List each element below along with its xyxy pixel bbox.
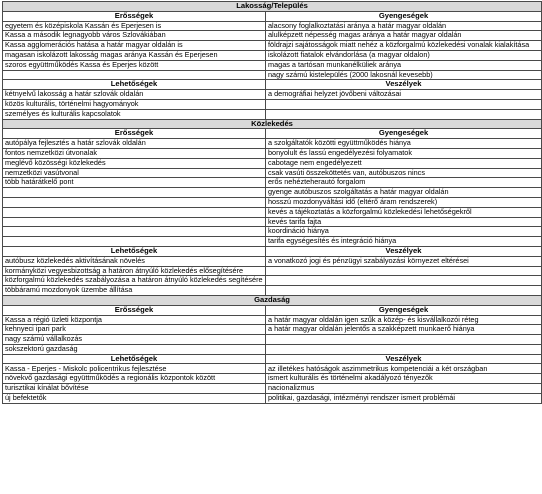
right-cell: kevés tarifa fajta (266, 217, 542, 227)
right-column-header: Veszélyek (266, 354, 542, 364)
left-cell: kétnyelvű lakosság a határ szlovák oldalán (3, 90, 266, 100)
left-cell (3, 188, 266, 198)
section-title: Gazdaság (3, 295, 542, 305)
table-row (3, 197, 542, 207)
table-row (3, 227, 542, 237)
table-row (3, 178, 542, 188)
right-cell: tarifa egységesítés és integráció hiánya (266, 237, 542, 247)
left-cell (3, 237, 266, 247)
left-cell: szoros együttműködés Kassa és Eperjes között (3, 60, 266, 70)
left-column-header: Lehetőségek (3, 246, 266, 256)
table-row (3, 50, 542, 60)
right-cell: bonyolult és lassú engedélyezési folyamatok (266, 148, 542, 158)
table-row (3, 237, 542, 247)
table-row (3, 90, 542, 100)
left-cell: magasan iskolázott lakosság magas aránya Kassán és Eperjesen (3, 50, 266, 60)
left-cell: autóbusz közlekedés aktivításának növelés (3, 256, 266, 266)
table-row (3, 364, 542, 374)
table-row (3, 31, 542, 41)
table-row (3, 286, 542, 296)
right-cell: politikai, gazdasági, intézményi rendszer ismert problémái (266, 393, 542, 403)
left-cell: kormányközi vegyesbizottság a határon átnyúló közlekedés elősegítésére (3, 266, 266, 276)
left-column-header: Erősségek (3, 129, 266, 139)
table-row (3, 344, 542, 354)
left-cell: Kassa a második legnagyobb város Szlovákiában (3, 31, 266, 41)
table-row (3, 374, 542, 384)
left-cell: növekvő gazdasági együttműködés a regionális központok között (3, 374, 266, 384)
table-row (3, 60, 542, 70)
right-column-header: Veszélyek (266, 246, 542, 256)
right-column-header: Veszélyek (266, 80, 542, 90)
right-cell: alacsony foglalkoztatási aránya a határ magyar oldalán (266, 21, 542, 31)
right-cell: erős nehézteherautó forgalom (266, 178, 542, 188)
left-cell: közforgalmú közlekedés szabályozása a határon átnyúló közlekedés segítésére (3, 276, 266, 286)
left-column-header: Erősségek (3, 11, 266, 21)
right-cell: iskolázott fiatalok elvándorlása (a magyar oldalon) (266, 50, 542, 60)
table-row (3, 41, 542, 51)
left-cell: Kassa a régió üzleti központja (3, 315, 266, 325)
right-cell (266, 99, 542, 109)
right-cell: magas a tartósan munkanélküliek aránya (266, 60, 542, 70)
left-cell: turisztikai kínálat bővítése (3, 384, 266, 394)
table-row (3, 276, 542, 286)
left-cell: autópálya fejlesztés a határ szlovák oldalán (3, 139, 266, 149)
left-cell (3, 227, 266, 237)
left-cell: többáramú mozdonyok üzembe állítása (3, 286, 266, 296)
table-row (3, 99, 542, 109)
right-cell: a határ magyar oldalán igen szűk a közép- és kisvállalkozói réteg (266, 315, 542, 325)
right-column-header: Gyengeségek (266, 129, 542, 139)
column-header-row (3, 305, 542, 315)
left-cell: nemzetközi vasútvonal (3, 168, 266, 178)
left-cell: kehnyeci ipari park (3, 325, 266, 335)
column-header-row (3, 129, 542, 139)
section-header-row (3, 2, 542, 12)
table-row (3, 188, 542, 198)
right-cell: a szolgáltatók közötti együttműködés hiánya (266, 139, 542, 149)
table-row (3, 109, 542, 119)
right-cell: koordináció hiánya (266, 227, 542, 237)
table-row (3, 168, 542, 178)
right-cell (266, 335, 542, 345)
left-cell: egyetem és középiskola Kassán és Eperjesen is (3, 21, 266, 31)
section-title: Közlekedés (3, 119, 542, 129)
right-cell: cabotage nem engedélyezett (266, 158, 542, 168)
right-cell: kevés a tájékoztatás a közforgalmú közlekedési lehetőségekről (266, 207, 542, 217)
left-cell (3, 217, 266, 227)
left-cell: új befektetők (3, 393, 266, 403)
section-title: Lakosság/Település (3, 2, 542, 12)
swot-table-body (3, 2, 542, 404)
right-cell: az illetékes hatóságok aszimmetrikus kompetenciái a két országban (266, 364, 542, 374)
left-cell: közös kulturális, történelmi hagyományok (3, 99, 266, 109)
right-cell (266, 276, 542, 286)
right-cell: nagy számú kistelepülés (2000 lakosnál kevesebb) (266, 70, 542, 80)
column-header-row (3, 354, 542, 364)
left-cell: meglévő közösségi közlekedés (3, 158, 266, 168)
table-row (3, 393, 542, 403)
right-cell: a vonatkozó jogi és pénzügyi szabályozási környezet eltérései (266, 256, 542, 266)
right-cell (266, 109, 542, 119)
table-row (3, 21, 542, 31)
right-cell: ismert kulturális és történelmi akadályozó tényezők (266, 374, 542, 384)
table-row (3, 315, 542, 325)
right-cell: a demográfiai helyzet jövőbeni változásai (266, 90, 542, 100)
column-header-row (3, 80, 542, 90)
left-cell: több határátkelő pont (3, 178, 266, 188)
section-header-row (3, 295, 542, 305)
right-cell (266, 286, 542, 296)
table-row (3, 325, 542, 335)
left-cell: nagy számú vállalkozás (3, 335, 266, 345)
left-column-header: Lehetőségek (3, 80, 266, 90)
table-row (3, 70, 542, 80)
table-row (3, 207, 542, 217)
table-row (3, 139, 542, 149)
right-cell (266, 266, 542, 276)
table-row (3, 148, 542, 158)
swot-table (2, 1, 542, 404)
table-row (3, 266, 542, 276)
right-cell (266, 344, 542, 354)
section-header-row (3, 119, 542, 129)
right-cell: csak vasúti összeköttetés van, autóbuszos nincs (266, 168, 542, 178)
right-cell: hosszú mozdonyváltási idő (eltérő áram rendszerek) (266, 197, 542, 207)
right-column-header: Gyengeségek (266, 11, 542, 21)
left-cell (3, 70, 266, 80)
left-cell: Kassa - Eperjes - Miskolc policentrikus fejlesztése (3, 364, 266, 374)
column-header-row (3, 11, 542, 21)
left-cell: személyes és kulturális kapcsolatok (3, 109, 266, 119)
column-header-row (3, 246, 542, 256)
right-cell: nacionalizmus (266, 384, 542, 394)
right-cell: a határ magyar oldalán jelentős a szakképzett munkaerő hiánya (266, 325, 542, 335)
table-row (3, 335, 542, 345)
left-cell: sokszektorú gazdaság (3, 344, 266, 354)
right-cell: alulképzett népesség magas aránya a határ magyar oldalán (266, 31, 542, 41)
right-cell: gyenge autóbuszos szolgáltatás a határ magyar oldalán (266, 188, 542, 198)
right-column-header: Gyengeségek (266, 305, 542, 315)
table-row (3, 158, 542, 168)
left-column-header: Lehetőségek (3, 354, 266, 364)
left-cell: fontos nemzetközi útvonalak (3, 148, 266, 158)
left-cell: Kassa agglomerációs hatása a határ magyar oldalán is (3, 41, 266, 51)
left-cell (3, 207, 266, 217)
left-column-header: Erősségek (3, 305, 266, 315)
left-cell (3, 197, 266, 207)
table-row (3, 217, 542, 227)
right-cell: földrajzi sajátosságok miatt nehéz a közforgalmú közlekedési vonalak kialakítása (266, 41, 542, 51)
table-row (3, 256, 542, 266)
table-row (3, 384, 542, 394)
